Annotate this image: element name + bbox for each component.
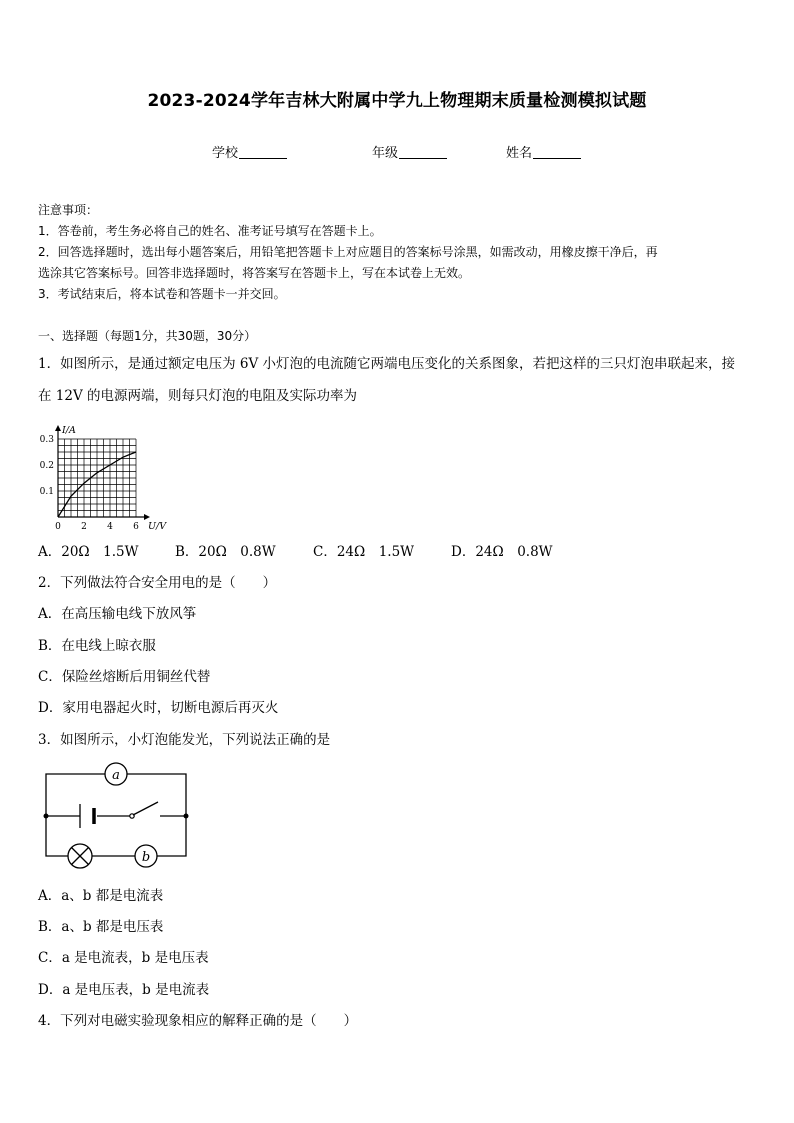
page-title: 2023-2024学年吉林大附属中学九上物理期末质量检测模拟试题 — [147, 91, 647, 111]
junction-left — [44, 814, 49, 819]
school-blank — [239, 146, 287, 159]
grade-label: 年级 — [372, 146, 399, 161]
notice-block — [38, 200, 758, 305]
q2-option-b[interactable]: B．在电线上晾衣服 — [38, 638, 156, 654]
notice-item: 1．答卷前，考生务必将自己的姓名、准考证号填写在答题卡上。 — [38, 224, 382, 238]
q1-stem-line1: 1．如图所示，是通过额定电压为 6V 小灯泡的电流随它两端电压变化的关系图象，若把这样的三只灯泡串联起来，接 — [38, 356, 736, 372]
q1-option-b[interactable]: B．20Ω 0.8W — [175, 544, 276, 560]
x-tick-label: 4 — [107, 522, 113, 530]
x-axis-arrow-icon — [144, 514, 150, 520]
y-tick-label: 0.2 — [39, 461, 54, 471]
q3-option-d[interactable]: D．a 是电压表，b 是电流表 — [38, 982, 210, 998]
q3-option-a[interactable]: A．a、b 都是电流表 — [38, 888, 164, 904]
grade-blank — [399, 146, 447, 159]
grade-field — [372, 142, 447, 161]
q1-options — [38, 540, 553, 560]
meter-a-label: a — [112, 768, 120, 783]
y-tick-label: 0.3 — [39, 435, 54, 445]
q2-option-a[interactable]: A．在高压输电线下放风筝 — [38, 606, 197, 622]
q1-stem-line2: 在 12V 的电源两端，则每只灯泡的电阻及实际功率为 — [38, 388, 358, 404]
x-tick-label: 6 — [133, 522, 139, 530]
iu-graph — [36, 420, 176, 530]
q3-option-b[interactable]: B．a、b 都是电压表 — [38, 919, 164, 935]
notice-item: 3．考试结束后，将本试卷和答题卡一并交回。 — [38, 287, 286, 301]
x-tick-label: 0 — [55, 522, 61, 530]
q2-option-d[interactable]: D．家用电器起火时，切断电源后再灭火 — [38, 700, 279, 716]
x-tick-label: 2 — [81, 522, 87, 530]
circuit-diagram — [36, 758, 196, 878]
notice-item: 2．回答选择题时，选出每小题答案后，用铅笔把答题卡上对应题目的答案标号涂黑，如需改动，用橡皮擦干净后，再 — [38, 245, 658, 259]
q1-option-a[interactable]: A．20Ω 1.5W — [38, 544, 139, 560]
name-blank — [533, 146, 581, 159]
school-label: 学校 — [212, 146, 239, 161]
y-tick-label: 0.1 — [39, 487, 54, 497]
meter-b-label: b — [141, 850, 151, 865]
q3-option-c[interactable]: C．a 是电流表，b 是电压表 — [38, 950, 209, 966]
section-title: 一、选择题（每题1分，共30题，30分） — [38, 329, 257, 343]
wire-bottom — [46, 816, 186, 856]
notice-item: 选涂其它答案标号。回答非选择题时，将答案写在答题卡上，写在本试卷上无效。 — [38, 266, 471, 280]
q1-option-d[interactable]: D．24Ω 0.8W — [451, 544, 553, 560]
q3-stem: 3．如图所示，小灯泡能发光，下列说法正确的是 — [38, 732, 331, 748]
name-field — [506, 142, 581, 161]
name-label: 姓名 — [506, 146, 533, 161]
junction-right — [184, 814, 189, 819]
switch-arm-icon — [133, 802, 158, 815]
q2-stem: 2．下列做法符合安全用电的是（ ） — [38, 575, 277, 591]
y-axis-arrow-icon — [55, 425, 61, 431]
x-axis-label: U/V — [148, 521, 167, 530]
y-axis-label: I/A — [62, 425, 76, 436]
q4-stem: 4．下列对电磁实验现象相应的解释正确的是（ ） — [38, 1013, 358, 1029]
notice-heading: 注意事项： — [38, 203, 99, 217]
q1-option-c[interactable]: C．24Ω 1.5W — [313, 544, 415, 560]
school-field — [212, 142, 287, 161]
q2-option-c[interactable]: C．保险丝熔断后用铜丝代替 — [38, 669, 211, 685]
